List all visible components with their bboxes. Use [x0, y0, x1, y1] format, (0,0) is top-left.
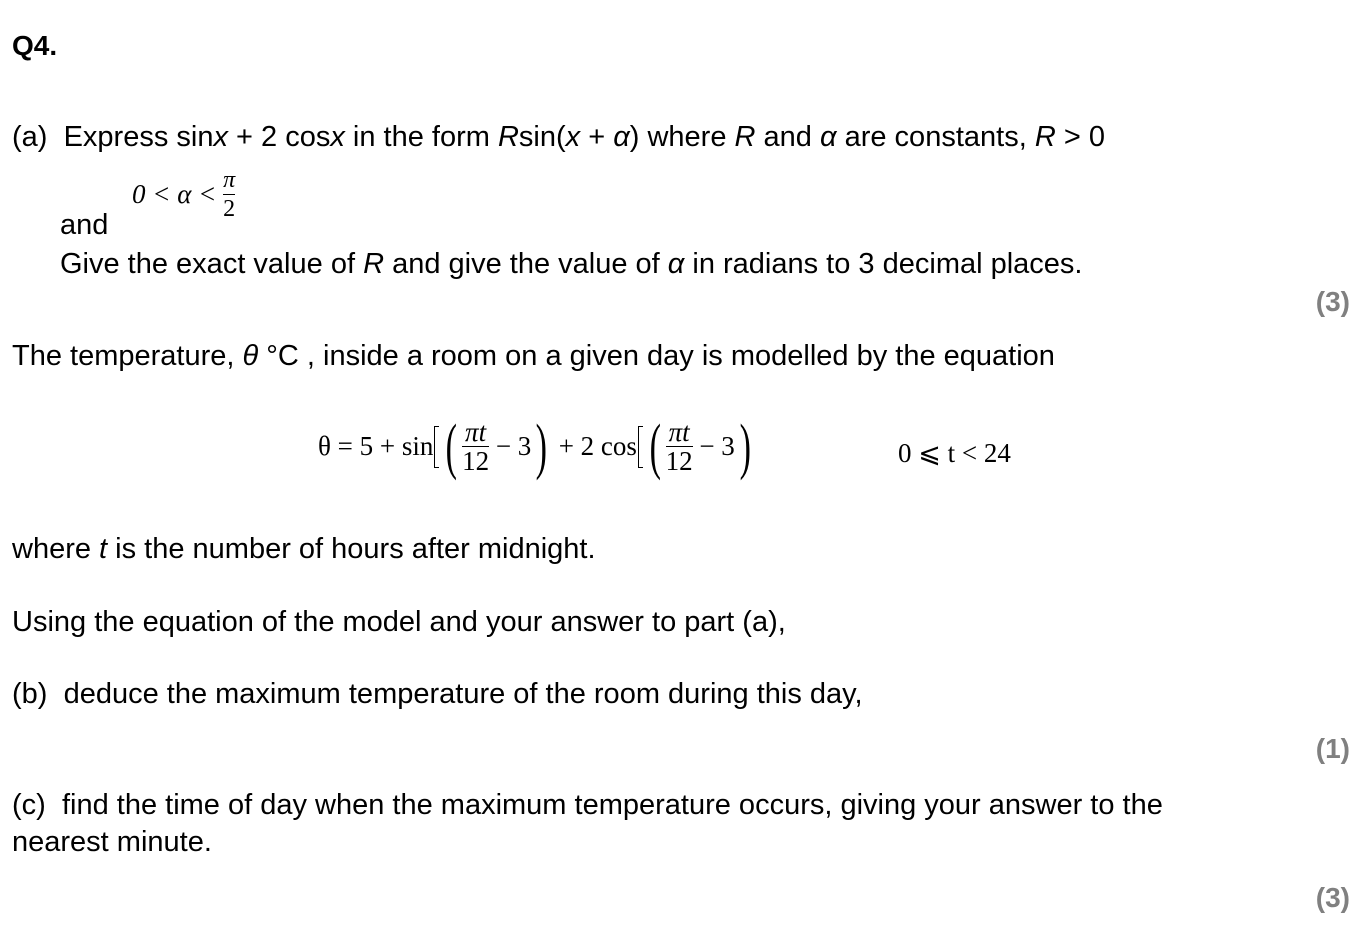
open-paren: (: [446, 412, 458, 481]
part-c-line1: [12, 788, 1163, 822]
var-alpha: α: [667, 248, 685, 280]
text-segment: in radians to 3 decimal places.: [684, 248, 1083, 280]
open-paren: (: [649, 412, 661, 481]
question-label: Q4.: [12, 30, 58, 61]
minus-three: − 3: [699, 431, 735, 461]
text-segment: +: [580, 121, 614, 153]
var-theta: θ: [242, 340, 259, 372]
where-line: [12, 532, 596, 566]
part-c-marks: (3): [1315, 882, 1350, 913]
var-R: R: [1034, 121, 1056, 153]
var-x: x: [330, 121, 345, 153]
var-t: t: [99, 533, 108, 565]
text-segment: + 2 cos: [227, 121, 331, 153]
close-paren: ): [535, 412, 548, 481]
text-segment: and give the value of: [384, 248, 668, 280]
text-segment: where: [12, 533, 100, 565]
part-b-marks: (1): [1315, 733, 1350, 764]
text-segment: are constants,: [836, 121, 1035, 153]
text-segment: is the number of hours after midnight.: [107, 533, 596, 565]
bar-left: [638, 426, 643, 468]
pi-t-over-12-fraction: [666, 418, 693, 475]
text-segment: sin(: [518, 121, 566, 153]
text-segment: ) where: [629, 121, 735, 153]
part-b-text: deduce the maximum temperature of the room during this day,: [63, 678, 863, 710]
pi-over-2-fraction: [223, 166, 235, 223]
close-paren: ): [739, 412, 751, 481]
part-a-line1: [12, 120, 1105, 154]
frac-denominator: 12: [665, 446, 693, 476]
frac-numerator: πt: [668, 417, 690, 447]
part-a-label: (a): [12, 121, 48, 153]
using-line: Using the equation of the model and your answer to part (a),: [12, 606, 786, 638]
var-alpha: α: [819, 121, 837, 153]
and-word: and: [60, 209, 109, 241]
pi-t-over-12-fraction: [462, 418, 489, 475]
text-segment: > 0: [1055, 121, 1105, 153]
part-a-line3: [60, 247, 1082, 281]
part-b-line: [12, 677, 863, 711]
bar-left: [434, 426, 439, 468]
text-segment: Give the exact value of: [60, 248, 364, 280]
model-intro: [12, 339, 1055, 373]
time-domain: 0 ⩽ t < 24: [898, 438, 1011, 468]
frac-denominator: 12: [462, 446, 490, 476]
part-c-text: find the time of day when the maximum temperature occurs, giving your answer to the: [61, 789, 1163, 821]
equation-lhs: θ = 5 + sin: [318, 431, 434, 461]
alpha-inequality: [132, 166, 235, 223]
var-x: x: [565, 121, 581, 153]
part-a-marks: (3): [1315, 286, 1350, 317]
var-R: R: [497, 121, 519, 153]
frac-numerator: πt: [465, 417, 487, 447]
part-c-line2: nearest minute.: [12, 826, 212, 858]
inequality-left: 0 < α <: [132, 179, 217, 209]
frac-numerator: π: [223, 167, 236, 193]
var-alpha: α: [613, 121, 630, 153]
text-segment: Express sin: [63, 121, 214, 153]
var-R: R: [734, 121, 756, 153]
frac-denominator: 2: [223, 196, 236, 222]
part-c-label: (c): [12, 789, 46, 821]
minus-three: − 3: [495, 431, 532, 461]
equation-cos-term: + 2 cos: [558, 431, 637, 461]
text-segment: in the form: [344, 121, 498, 153]
temperature-equation: [318, 412, 755, 481]
text-segment: °C , inside a room on a given day is modelled by the equation: [258, 340, 1055, 372]
text-segment: and: [755, 121, 820, 153]
var-x: x: [213, 121, 228, 153]
var-R: R: [363, 248, 385, 280]
part-b-label: (b): [12, 678, 48, 710]
text-segment: The temperature,: [12, 340, 243, 372]
